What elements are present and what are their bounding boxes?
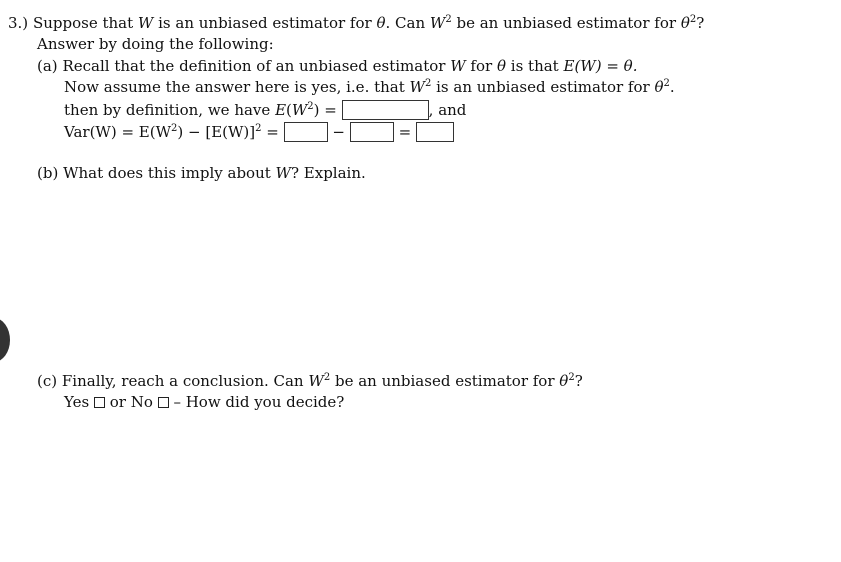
expectation-answer-box[interactable] xyxy=(342,100,429,120)
no-checkbox[interactable] xyxy=(158,397,169,408)
part-c-label: (c) xyxy=(37,372,58,390)
variance-term1-box[interactable] xyxy=(284,122,328,142)
variance-line: $Var(W) = E(W^2) - [E(W)]^2$ = − = xyxy=(64,122,454,142)
part-a-line-2: Now assume the answer here is yes, i.e. that $W^2$ is an unbiased estimator for $\theta^2$. xyxy=(64,78,675,96)
part-b-line: (b) What does this imply about W? Explain. xyxy=(37,164,366,182)
part-c-line-1: (c) Finally, reach a conclusion. Can $W^2$ be an unbiased estimator for $\theta^2$? xyxy=(37,372,583,390)
part-b-label: (b) xyxy=(37,164,59,182)
part-c-line-2: Yes or No – How did you decide? xyxy=(64,393,345,411)
yes-checkbox[interactable] xyxy=(94,397,105,408)
question-3-line: 3.) Suppose that W is an unbiased estimator for θ. Can $W^2$ be an unbiased estimator for $\theta^2$? xyxy=(8,14,705,32)
question-number: 3.) xyxy=(8,14,29,32)
part-a-line-1: (a) Recall that the definition of an unbiased estimator W for θ is that E(W) = θ. xyxy=(37,57,638,75)
part-a-line-3: then by definition, we have $E(W^2)$ = , and xyxy=(64,101,467,119)
answer-instructions: Answer by doing the following: xyxy=(37,35,274,53)
variance-result-box[interactable] xyxy=(416,122,454,142)
variance-term2-box[interactable] xyxy=(350,122,394,142)
scroll-indicator xyxy=(0,318,10,362)
part-a-label: (a) xyxy=(37,57,58,75)
